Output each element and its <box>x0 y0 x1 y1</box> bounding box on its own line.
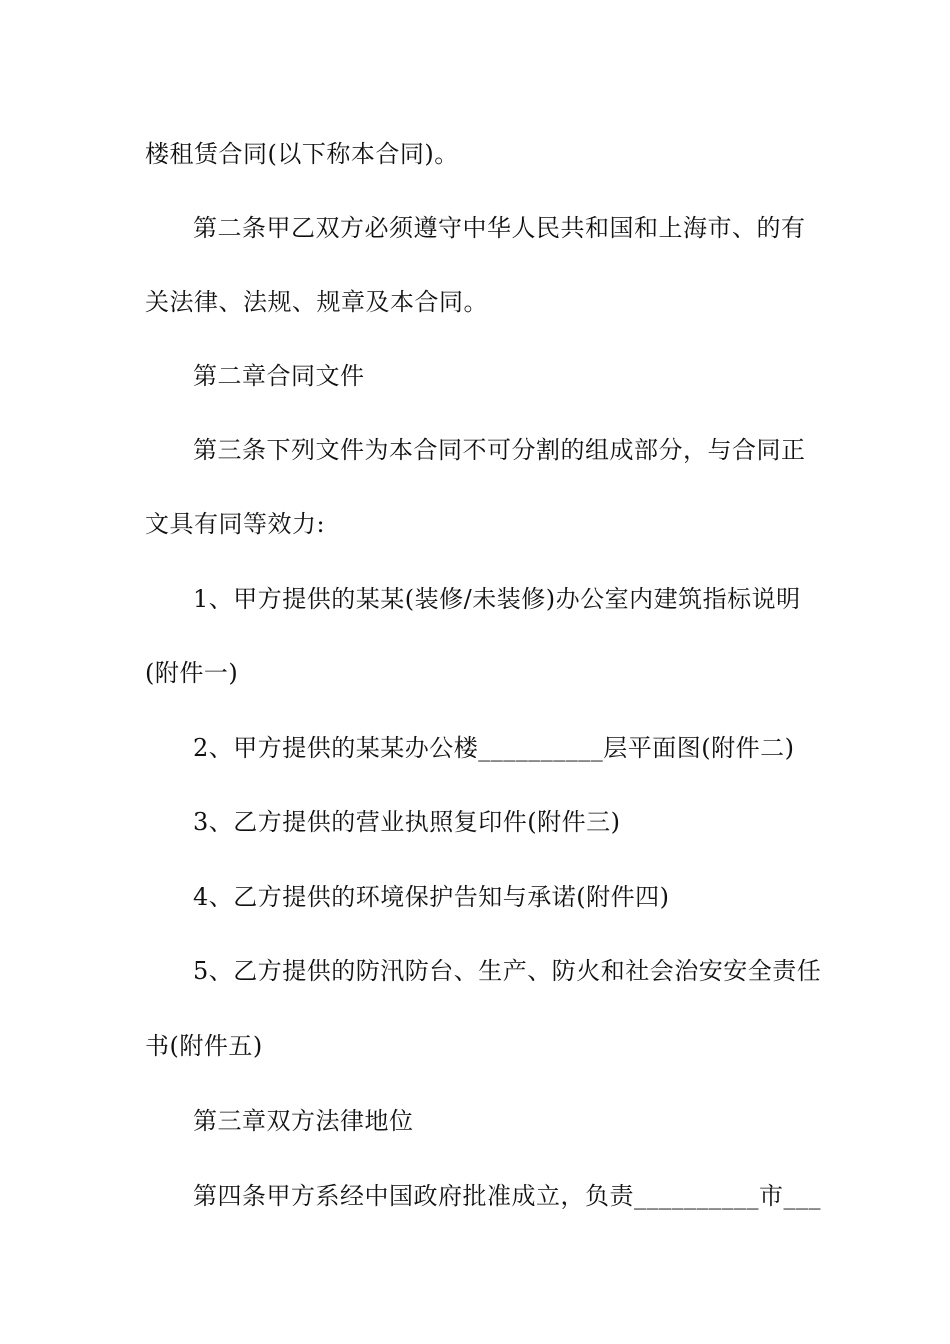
list-item-4: 4、乙方提供的环境保护告知与承诺(附件四) <box>193 883 670 911</box>
text-line-1: 楼租赁合同(以下称本合同)。 <box>145 140 459 168</box>
text-line-5: 第三条下列文件为本合同不可分割的组成部分，与合同正 <box>193 436 806 464</box>
list-item-1-cont: (附件一) <box>145 659 239 687</box>
text-line-2: 第二条甲乙双方必须遵守中华人民共和国和上海市、的有 <box>193 214 806 242</box>
list-item-1: 1、甲方提供的某某(装修/未装修)办公室内建筑指标说明 <box>193 585 801 613</box>
chapter-heading-2: 第二章合同文件 <box>193 362 365 390</box>
list-item-3: 3、乙方提供的营业执照复印件(附件三) <box>193 808 621 836</box>
list-item-5: 5、乙方提供的防汛防台、生产、防火和社会治安安全责任 <box>193 957 822 985</box>
text-line-6: 文具有同等效力: <box>145 510 326 538</box>
list-item-5-cont: 书(附件五) <box>145 1032 263 1060</box>
text-line-15: 第四条甲方系经中国政府批准成立，负责__________市___ <box>193 1182 821 1210</box>
text-line-3: 关法律、法规、规章及本合同。 <box>145 288 488 316</box>
list-item-2: 2、甲方提供的某某办公楼__________层平面图(附件二) <box>193 734 795 762</box>
chapter-heading-3: 第三章双方法律地位 <box>193 1107 414 1135</box>
